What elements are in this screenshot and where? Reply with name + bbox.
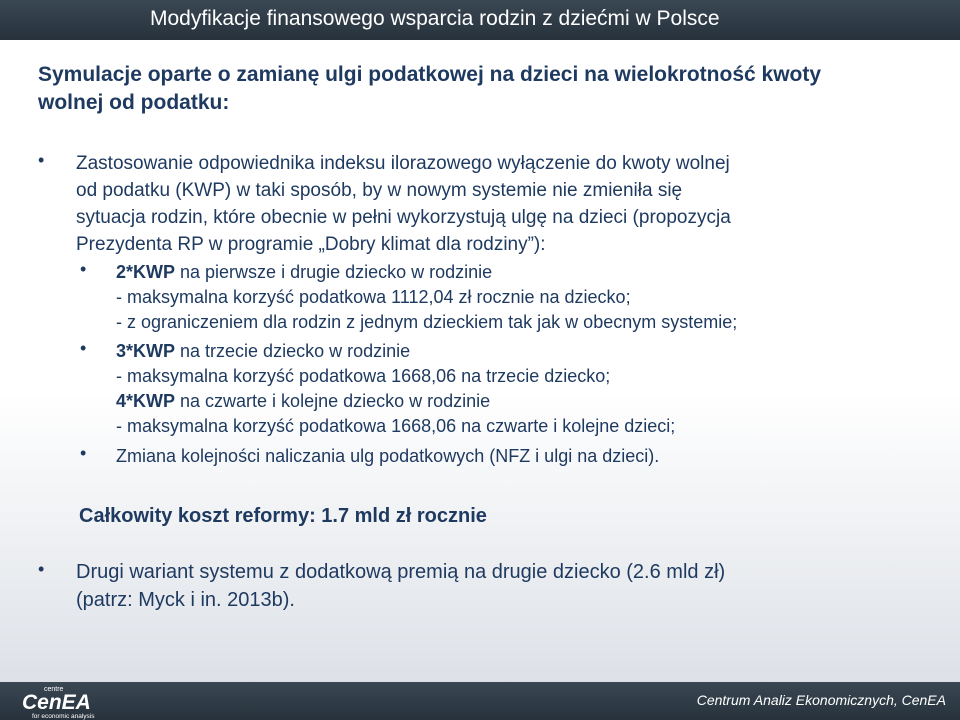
slide-heading xyxy=(38,61,928,117)
last-bullet-line-2: (patrz: Myck i in. 2013b). xyxy=(76,589,295,611)
logo-small-bottom: for economic analysis xyxy=(32,713,95,720)
sub-bullet-1-line-3: - z ograniczeniem dla rodzin z jednym dzieckiem tak jak w obecnym systemie; xyxy=(116,312,738,332)
sub-bullet-1-line-1 xyxy=(116,260,916,285)
bullet-icon: • xyxy=(38,559,45,579)
main-bullet-line-1: Zastosowanie odpowiednika indeksu ilorazowego wyłączenie do kwoty wolnej xyxy=(76,153,730,174)
main-bullet-line-4: Prezydenta RP w programie „Dobry klimat dla rodziny”): xyxy=(76,234,546,255)
logo-name: CenEA xyxy=(22,691,91,714)
sub-bullet-2-text-2: na czwarte i kolejne dziecko w rodzinie xyxy=(175,391,491,411)
sub-bullet-2-bold: 3*KWP xyxy=(116,341,176,361)
sub-bullet-2-line-2: - maksymalna korzyść podatkowa 1668,06 na trzecie dziecko; xyxy=(116,366,611,386)
sub-bullet-2-line-1 xyxy=(116,339,916,364)
sub-bullet-1 xyxy=(116,260,916,335)
last-bullet-line-1: Drugi wariant systemu z dodatkową premią na drugie dziecko (2.6 mld zł) xyxy=(76,561,726,583)
main-bullet xyxy=(76,150,936,258)
sub-bullet-1-bold: 2*KWP xyxy=(116,262,176,282)
sub-bullet-2 xyxy=(116,339,916,439)
sub-bullet-icon: • xyxy=(80,259,87,279)
last-bullet xyxy=(76,558,936,614)
logo-small-top: centre xyxy=(44,686,64,693)
cenea-logo xyxy=(20,682,130,720)
sub-bullet-2-line-4: - maksymalna korzyść podatkowa 1668,06 na czwarte i kolejne dzieci; xyxy=(116,416,676,436)
heading-line-2: wolnej od podatku: xyxy=(38,91,230,114)
heading-line-1: Symulacje oparte o zamianę ulgi podatkowej na dzieci na wielokrotność kwoty xyxy=(38,63,822,86)
sub-bullet-2-text: na trzecie dziecko w rodzinie xyxy=(175,341,411,361)
sub-bullet-2-bold-2: 4*KWP xyxy=(116,391,176,411)
slide-title: Modyfikacje finansowego wsparcia rodzin z dziećmi w Polsce xyxy=(150,7,720,30)
sub-bullet-1-line-2: - maksymalna korzyść podatkowa 1112,04 zł rocznie na dziecko; xyxy=(116,287,631,307)
total-cost: Całkowity koszt reformy: 1.7 mld zł rocznie xyxy=(79,505,487,527)
main-bullet-line-2: od podatku (KWP) w taki sposób, by w nowym systemie nie zmieniła się xyxy=(76,180,683,201)
sub-bullet-icon: • xyxy=(80,338,87,358)
bullet-icon: • xyxy=(38,150,45,170)
sub-bullet-3: Zmiana kolejności naliczania ulg podatkowych (NFZ i ulgi na dzieci). xyxy=(116,446,660,466)
main-bullet-line-3: sytuacja rodzin, które obecnie w pełni wykorzystują ulgę na dzieci (propozycja xyxy=(76,207,731,228)
sub-bullet-2-line-3 xyxy=(116,389,916,414)
footer-credit: Centrum Analiz Ekonomicznych, CenEA xyxy=(696,692,946,708)
sub-bullet-icon: • xyxy=(80,443,87,463)
sub-bullet-1-text: na pierwsze i drugie dziecko w rodzinie xyxy=(175,262,493,282)
